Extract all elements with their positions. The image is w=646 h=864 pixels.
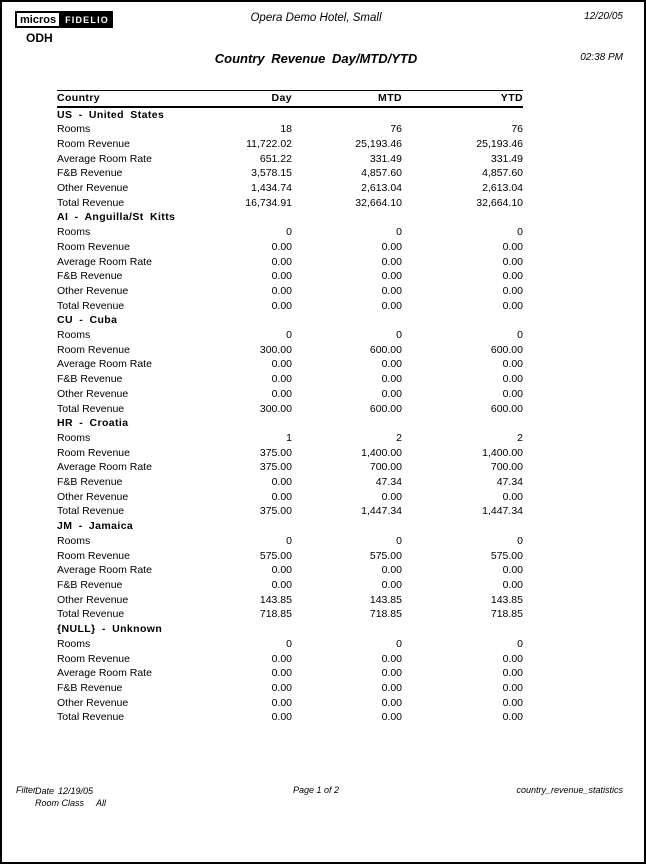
value-cell: 718.85 — [369, 608, 402, 621]
value-cell: 1,447.34 — [482, 505, 523, 518]
value-cell: 25,193.46 — [355, 137, 402, 150]
row-label: Average Room Rate — [57, 461, 152, 474]
section-country-name: JM - Jamaica — [57, 520, 134, 533]
value-cell: 0.00 — [502, 255, 523, 268]
value-cell: 47.34 — [496, 476, 523, 489]
table-row — [57, 152, 523, 167]
row-label: Room Revenue — [57, 240, 130, 253]
value-cell: 0.00 — [381, 284, 402, 297]
filter-roomclass-label: Room Class — [35, 798, 85, 808]
filter-roomclass-value: All — [96, 798, 107, 808]
value-cell: 0 — [517, 329, 523, 342]
value-cell: 718.85 — [259, 608, 292, 621]
row-label: Total Revenue — [57, 505, 125, 518]
value-cell: 0.00 — [271, 255, 292, 268]
row-label: Average Room Rate — [57, 564, 152, 577]
value-cell: 0.00 — [271, 564, 292, 577]
table-row — [57, 666, 523, 681]
row-label: F&B Revenue — [57, 681, 123, 694]
value-cell: 375.00 — [259, 446, 292, 459]
table-row — [57, 343, 523, 358]
value-cell: 0 — [286, 637, 292, 650]
value-cell: 0.00 — [502, 652, 523, 665]
value-cell: 0.00 — [381, 652, 402, 665]
row-label: F&B Revenue — [57, 476, 123, 489]
value-cell: 0.00 — [381, 270, 402, 283]
value-cell: 575.00 — [259, 549, 292, 562]
report-time: 02:38 PM — [580, 52, 623, 63]
page-indicator: Page 1 of 2 — [292, 785, 340, 795]
value-cell: 0 — [396, 637, 402, 650]
row-label: Rooms — [57, 329, 91, 342]
value-cell: 0.00 — [502, 711, 523, 724]
value-cell: 0.00 — [381, 373, 402, 386]
property-code: ODH — [26, 31, 53, 45]
micros-logo-text: micros — [15, 11, 61, 28]
value-cell: 0.00 — [381, 490, 402, 503]
row-label: Total Revenue — [57, 711, 125, 724]
value-cell: 375.00 — [259, 505, 292, 518]
value-cell: 0.00 — [271, 490, 292, 503]
table-row — [57, 328, 523, 343]
value-cell: 0.00 — [381, 255, 402, 268]
row-label: Rooms — [57, 534, 91, 547]
row-label: Other Revenue — [57, 284, 129, 297]
value-cell: 32,664.10 — [476, 196, 523, 209]
value-cell: 0.00 — [271, 696, 292, 709]
value-cell: 0 — [396, 329, 402, 342]
value-cell: 0.00 — [502, 564, 523, 577]
table-row — [57, 607, 523, 622]
value-cell: 375.00 — [259, 461, 292, 474]
table-row — [57, 475, 523, 490]
row-label: Rooms — [57, 226, 91, 239]
section-header-row — [57, 313, 523, 328]
section-header-row — [57, 210, 523, 225]
table-row — [57, 181, 523, 196]
value-cell: 1,400.00 — [482, 446, 523, 459]
table-row — [57, 710, 523, 725]
table-row — [57, 137, 523, 152]
value-cell: 600.00 — [490, 343, 523, 356]
value-cell: 0.00 — [271, 476, 292, 489]
table-row — [57, 593, 523, 608]
value-cell: 0.00 — [271, 373, 292, 386]
value-cell: 0 — [286, 329, 292, 342]
value-cell: 0.00 — [502, 284, 523, 297]
row-label: Average Room Rate — [57, 255, 152, 268]
value-cell: 0.00 — [381, 711, 402, 724]
value-cell: 0 — [286, 534, 292, 547]
value-cell: 0.00 — [271, 240, 292, 253]
section-country-name: CU - Cuba — [57, 314, 118, 327]
table-row — [57, 299, 523, 314]
section-country-name: {NULL} - Unknown — [57, 623, 163, 636]
value-cell: 0.00 — [381, 299, 402, 312]
row-label: Rooms — [57, 637, 91, 650]
table-row — [57, 578, 523, 593]
filter-date-label: Date — [35, 786, 55, 796]
row-label: Other Revenue — [57, 490, 129, 503]
value-cell: 0.00 — [381, 240, 402, 253]
section-header-row — [57, 416, 523, 431]
section-country-name: AI - Anguilla/St Kitts — [57, 211, 176, 224]
row-label: Other Revenue — [57, 696, 129, 709]
value-cell: 76 — [511, 123, 523, 136]
row-label: F&B Revenue — [57, 270, 123, 283]
value-cell: 300.00 — [259, 343, 292, 356]
filter-label: Filter — [16, 785, 36, 795]
value-cell: 0.00 — [381, 387, 402, 400]
row-label: Total Revenue — [57, 608, 125, 621]
value-cell: 0 — [517, 534, 523, 547]
table-row — [57, 431, 523, 446]
table-row — [57, 372, 523, 387]
value-cell: 76 — [390, 123, 402, 136]
filter-date-value: 12/19/05 — [58, 786, 94, 796]
table-body — [57, 107, 523, 726]
table-row — [57, 637, 523, 652]
value-cell: 2,613.04 — [361, 182, 402, 195]
row-label: Room Revenue — [57, 446, 130, 459]
value-cell: 300.00 — [259, 402, 292, 415]
row-label: Other Revenue — [57, 593, 129, 606]
table-row — [57, 225, 523, 240]
table-row — [57, 240, 523, 255]
value-cell: 0 — [286, 226, 292, 239]
table-row — [57, 122, 523, 137]
value-cell: 0.00 — [271, 284, 292, 297]
row-label: Total Revenue — [57, 299, 125, 312]
fidelio-logo-text: FIDELIO — [61, 11, 113, 28]
value-cell: 700.00 — [369, 461, 402, 474]
value-cell: 0.00 — [502, 270, 523, 283]
table-row — [57, 534, 523, 549]
table-row — [57, 402, 523, 417]
table-row — [57, 681, 523, 696]
table-row — [57, 269, 523, 284]
hotel-name: Opera Demo Hotel, Small — [250, 12, 382, 24]
section-country-name: HR - Croatia — [57, 417, 129, 430]
value-cell: 0.00 — [502, 681, 523, 694]
value-cell: 0.00 — [502, 490, 523, 503]
table-header-row — [57, 91, 523, 107]
value-cell: 0.00 — [502, 358, 523, 371]
value-cell: 0 — [517, 226, 523, 239]
row-label: Average Room Rate — [57, 358, 152, 371]
table-header — [57, 91, 523, 107]
row-label: Average Room Rate — [57, 667, 152, 680]
table-row — [57, 549, 523, 564]
value-cell: 600.00 — [369, 343, 402, 356]
value-cell: 0.00 — [271, 667, 292, 680]
row-label: Average Room Rate — [57, 152, 152, 165]
value-cell: 143.85 — [259, 593, 292, 606]
value-cell: 0 — [396, 226, 402, 239]
value-cell: 718.85 — [490, 608, 523, 621]
table-row — [57, 460, 523, 475]
table-row — [57, 357, 523, 372]
row-label: Total Revenue — [57, 196, 125, 209]
table-row — [57, 652, 523, 667]
row-label: Other Revenue — [57, 387, 129, 400]
value-cell: 0.00 — [271, 299, 292, 312]
column-header-day: Day — [271, 92, 292, 105]
row-label: Room Revenue — [57, 137, 130, 150]
value-cell: 0.00 — [381, 579, 402, 591]
table-row — [57, 196, 523, 211]
value-cell: 11,722.02 — [246, 137, 292, 150]
value-cell: 0.00 — [271, 270, 292, 283]
value-cell: 0 — [517, 637, 523, 650]
table-row — [57, 446, 523, 461]
value-cell: 0.00 — [381, 681, 402, 694]
section-country-name: US - United States — [57, 108, 165, 121]
report-title: Country Revenue Day/MTD/YTD — [214, 51, 418, 66]
report-file-name: country_revenue_statistics — [516, 785, 623, 795]
value-cell: 600.00 — [369, 402, 402, 415]
value-cell: 0.00 — [502, 299, 523, 312]
value-cell: 2 — [517, 431, 523, 444]
value-cell: 143.85 — [490, 593, 523, 606]
row-label: Room Revenue — [57, 652, 130, 665]
value-cell: 0.00 — [271, 579, 292, 591]
row-label: Room Revenue — [57, 343, 130, 356]
row-label: F&B Revenue — [57, 167, 123, 180]
value-cell: 0.00 — [271, 652, 292, 665]
value-cell: 600.00 — [490, 402, 523, 415]
value-cell: 2,613.04 — [482, 182, 523, 195]
value-cell: 575.00 — [490, 549, 523, 562]
value-cell: 0.00 — [271, 681, 292, 694]
filter-roomclass-row — [35, 797, 106, 809]
value-cell: 331.49 — [490, 152, 523, 165]
column-header-ytd: YTD — [500, 92, 523, 105]
table-row — [57, 166, 523, 181]
value-cell: 0.00 — [502, 579, 523, 591]
table-row — [57, 284, 523, 299]
value-cell: 651.22 — [259, 152, 292, 165]
value-cell: 143.85 — [369, 593, 402, 606]
section-header-row — [57, 107, 523, 123]
value-cell: 331.49 — [369, 152, 402, 165]
section-header-row — [57, 519, 523, 534]
table-row — [57, 490, 523, 505]
value-cell: 4,857.60 — [482, 167, 523, 180]
country-revenue-table — [57, 90, 523, 725]
value-cell: 0.00 — [502, 696, 523, 709]
row-label: Rooms — [57, 431, 91, 444]
value-cell: 1,400.00 — [361, 446, 402, 459]
value-cell: 1,447.34 — [361, 505, 402, 518]
table-row — [57, 504, 523, 519]
value-cell: 1,434.74 — [251, 182, 292, 195]
table-row — [57, 563, 523, 578]
row-label: F&B Revenue — [57, 579, 123, 591]
table-row — [57, 255, 523, 270]
report-date: 12/20/05 — [584, 11, 623, 22]
value-cell: 0.00 — [502, 373, 523, 386]
row-label: F&B Revenue — [57, 373, 123, 386]
column-header-mtd: MTD — [378, 92, 402, 105]
value-cell: 0.00 — [381, 358, 402, 371]
value-cell: 4,857.60 — [361, 167, 402, 180]
value-cell: 0.00 — [502, 240, 523, 253]
value-cell: 0.00 — [271, 387, 292, 400]
row-label: Rooms — [57, 123, 91, 136]
value-cell: 0.00 — [381, 696, 402, 709]
value-cell: 1 — [286, 431, 292, 444]
value-cell: 2 — [396, 431, 402, 444]
value-cell: 0 — [396, 534, 402, 547]
value-cell: 0.00 — [271, 711, 292, 724]
value-cell: 0.00 — [502, 667, 523, 680]
table-row — [57, 387, 523, 402]
value-cell: 3,578.15 — [251, 167, 292, 180]
value-cell: 0.00 — [502, 387, 523, 400]
column-header-country: Country — [57, 92, 101, 105]
value-cell: 0.00 — [381, 667, 402, 680]
value-cell: 0.00 — [271, 358, 292, 371]
value-cell: 16,734.91 — [245, 196, 292, 209]
section-header-row — [57, 622, 523, 637]
value-cell: 700.00 — [490, 461, 523, 474]
table-row — [57, 696, 523, 711]
value-cell: 25,193.46 — [476, 137, 523, 150]
value-cell: 18 — [280, 123, 292, 136]
value-cell: 47.34 — [375, 476, 402, 489]
value-cell: 32,664.10 — [355, 196, 402, 209]
row-label: Other Revenue — [57, 182, 129, 195]
value-cell: 575.00 — [369, 549, 402, 562]
row-label: Room Revenue — [57, 549, 130, 562]
value-cell: 0.00 — [381, 564, 402, 577]
row-label: Total Revenue — [57, 402, 125, 415]
